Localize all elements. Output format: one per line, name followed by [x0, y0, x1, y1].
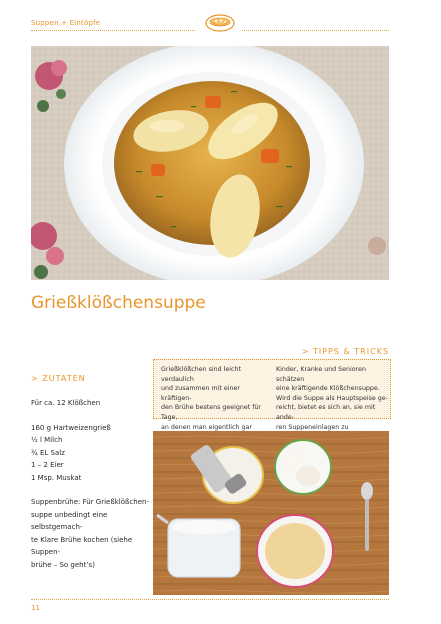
tips-line: Kinder, Kranke und Senioren schätzen [276, 366, 366, 383]
tips-line: eine kräftigende Klößchensuppe. [276, 385, 380, 393]
footer-divider [31, 599, 389, 600]
ingredient-item: 160 g Hartweizengrieß [31, 423, 111, 432]
page-title: Grießklößchensuppe [31, 293, 206, 313]
tips-line: reicht, bietet es sich an, sie mit ande- [276, 404, 376, 421]
soup-bowl-logo-icon [204, 13, 236, 33]
tips-line: den Brühe bestens geeignet für Tage, [161, 404, 262, 421]
page-number: 11 [31, 604, 40, 612]
ingredients-yield: Für ca. 12 Klößchen [31, 399, 101, 407]
header-divider-right [242, 30, 389, 31]
header-divider-left [31, 30, 195, 31]
ingredient-item: ½ l Milch [31, 436, 63, 444]
broth-note-line: Suppenbrühe: Für Grießklößchen- [31, 498, 149, 506]
ingredients-photo [153, 431, 389, 595]
hero-photo-soup-bowl [31, 46, 389, 280]
broth-note-line: brühe – So geht’s) [31, 560, 95, 569]
ingredients-list [31, 397, 149, 571]
tips-line: ren Suppeneinlagen zu [276, 423, 349, 431]
breadcrumb: Suppen + Eintöpfe [31, 19, 101, 27]
broth-note-line: te Klare Brühe kochen (siehe Suppen- [31, 535, 133, 556]
tips-line: an denen man eigentlich gar [161, 423, 252, 431]
tips-heading: > TIPPS & TRICKS [301, 347, 389, 356]
tips-line: Grießklößchen sind leicht verdaulich [161, 366, 241, 383]
ingredient-item: 1 – 2 Eier [31, 461, 64, 469]
ingredient-item: ¾ EL Salz [31, 448, 65, 457]
tips-box [153, 359, 391, 431]
ingredients-heading: > ZUTATEN [31, 374, 86, 383]
ingredient-item: 1 Msp. Muskat [31, 473, 82, 482]
tips-line: Wird die Suppe als Hauptspeise ge- [276, 394, 388, 402]
broth-note-line: suppe unbedingt eine selbstgemach- [31, 510, 108, 531]
tips-line: und zusammen mit einer kräftigen- [161, 385, 240, 402]
